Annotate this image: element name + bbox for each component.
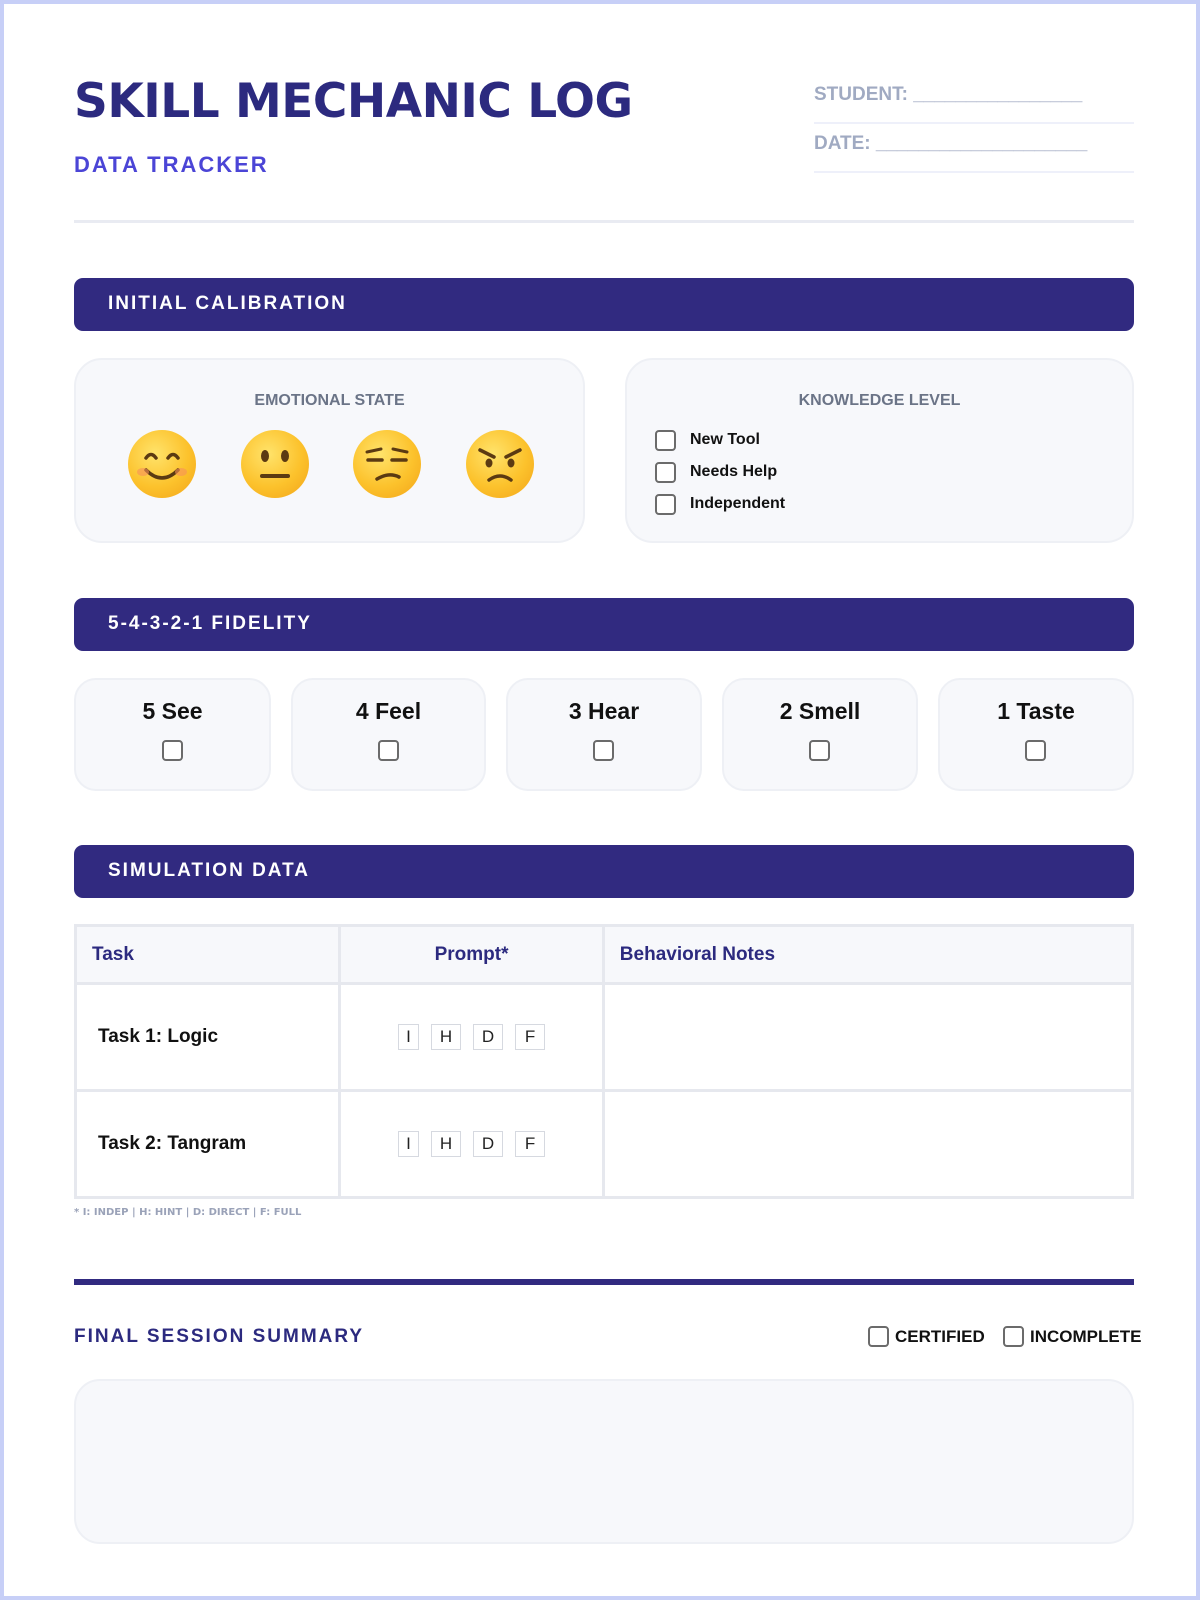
prompt-option-indep[interactable]: I [398, 1131, 419, 1157]
table-row [76, 1091, 1133, 1198]
prompt-legend: * I: INDEP | H: HINT | D: DIRECT | F: FULL [74, 1207, 302, 1218]
sense-smell-checkbox[interactable] [809, 740, 830, 761]
knowledge-option-label: Needs Help [690, 463, 778, 480]
page-subtitle: DATA TRACKER [74, 152, 269, 177]
prompt-option-full[interactable]: F [515, 1131, 545, 1157]
emotional-state-card [74, 358, 585, 543]
prompt-option-hint[interactable]: H [431, 1024, 461, 1050]
task-cell: Task 1: Logic [76, 984, 340, 1091]
section-bar-fidelity: 5-4-3-2-1 FIDELITY [74, 598, 1134, 651]
certified-label: CERTIFIED [895, 1326, 985, 1346]
certified-checkbox[interactable] [868, 1326, 889, 1347]
emotional-state-heading: EMOTIONAL STATE [254, 392, 405, 409]
needs-help-checkbox[interactable] [655, 462, 676, 483]
summary-title: FINAL SESSION SUMMARY [74, 1326, 365, 1347]
section-bar-calibration: INITIAL CALIBRATION [74, 278, 1134, 331]
knowledge-level-card [625, 358, 1134, 543]
prompt-cell [340, 1091, 604, 1198]
new-tool-checkbox[interactable] [655, 430, 676, 451]
knowledge-option-needs-help[interactable] [655, 460, 777, 484]
sense-label: 1 Taste [997, 698, 1075, 724]
table-header-row [76, 926, 1133, 984]
date-field[interactable]: DATE: ____________________ [814, 123, 1134, 173]
incomplete-label: INCOMPLETE [1030, 1326, 1142, 1346]
student-field[interactable]: STUDENT: ________________ [814, 74, 1134, 124]
sense-card-smell [722, 678, 918, 791]
unamused-face-icon[interactable] [353, 430, 421, 498]
prompt-option-hint[interactable]: H [431, 1131, 461, 1157]
summary-notes-box[interactable] [74, 1379, 1134, 1544]
prompt-option-full[interactable]: F [515, 1024, 545, 1050]
sense-card-taste [938, 678, 1134, 791]
angry-face-icon[interactable] [466, 430, 534, 498]
sense-hear-checkbox[interactable] [593, 740, 614, 761]
prompt-option-indep[interactable]: I [398, 1024, 419, 1050]
page-title: SKILL MECHANIC LOG [74, 74, 633, 129]
knowledge-option-new-tool[interactable] [655, 428, 760, 452]
sense-card-see [74, 678, 271, 791]
prompt-cell [340, 984, 604, 1091]
knowledge-option-label: Independent [690, 495, 786, 512]
prompt-option-direct[interactable]: D [473, 1024, 503, 1050]
sense-card-feel [291, 678, 486, 791]
knowledge-level-heading: KNOWLEDGE LEVEL [798, 392, 961, 409]
sense-label: 3 Hear [568, 698, 640, 724]
table-row [76, 984, 1133, 1091]
sense-label: 2 Smell [779, 698, 861, 724]
neutral-face-icon[interactable] [241, 430, 309, 498]
column-header-notes: Behavioral Notes [603, 926, 1132, 984]
knowledge-option-independent[interactable] [655, 492, 785, 516]
incomplete-option[interactable] [1003, 1326, 1141, 1347]
sense-see-checkbox[interactable] [162, 740, 183, 761]
certified-option[interactable] [868, 1326, 985, 1347]
summary-divider [74, 1279, 1134, 1285]
sense-feel-checkbox[interactable] [378, 740, 399, 761]
column-header-prompt: Prompt* [340, 926, 604, 984]
incomplete-checkbox[interactable] [1003, 1326, 1024, 1347]
task-cell: Task 2: Tangram [76, 1091, 340, 1198]
sense-label: 5 See [142, 698, 203, 724]
behavioral-notes-cell[interactable] [603, 984, 1132, 1091]
section-bar-simulation: SIMULATION DATA [74, 845, 1134, 898]
sense-label: 4 Feel [355, 698, 422, 724]
knowledge-option-label: New Tool [690, 431, 760, 448]
smiling-face-icon[interactable] [128, 430, 196, 498]
independent-checkbox[interactable] [655, 494, 676, 515]
sense-card-hear [506, 678, 702, 791]
prompt-option-direct[interactable]: D [473, 1131, 503, 1157]
simulation-table [74, 924, 1134, 1199]
behavioral-notes-cell[interactable] [603, 1091, 1132, 1198]
sense-taste-checkbox[interactable] [1025, 740, 1046, 761]
header-divider [74, 220, 1134, 223]
column-header-task: Task [76, 926, 340, 984]
